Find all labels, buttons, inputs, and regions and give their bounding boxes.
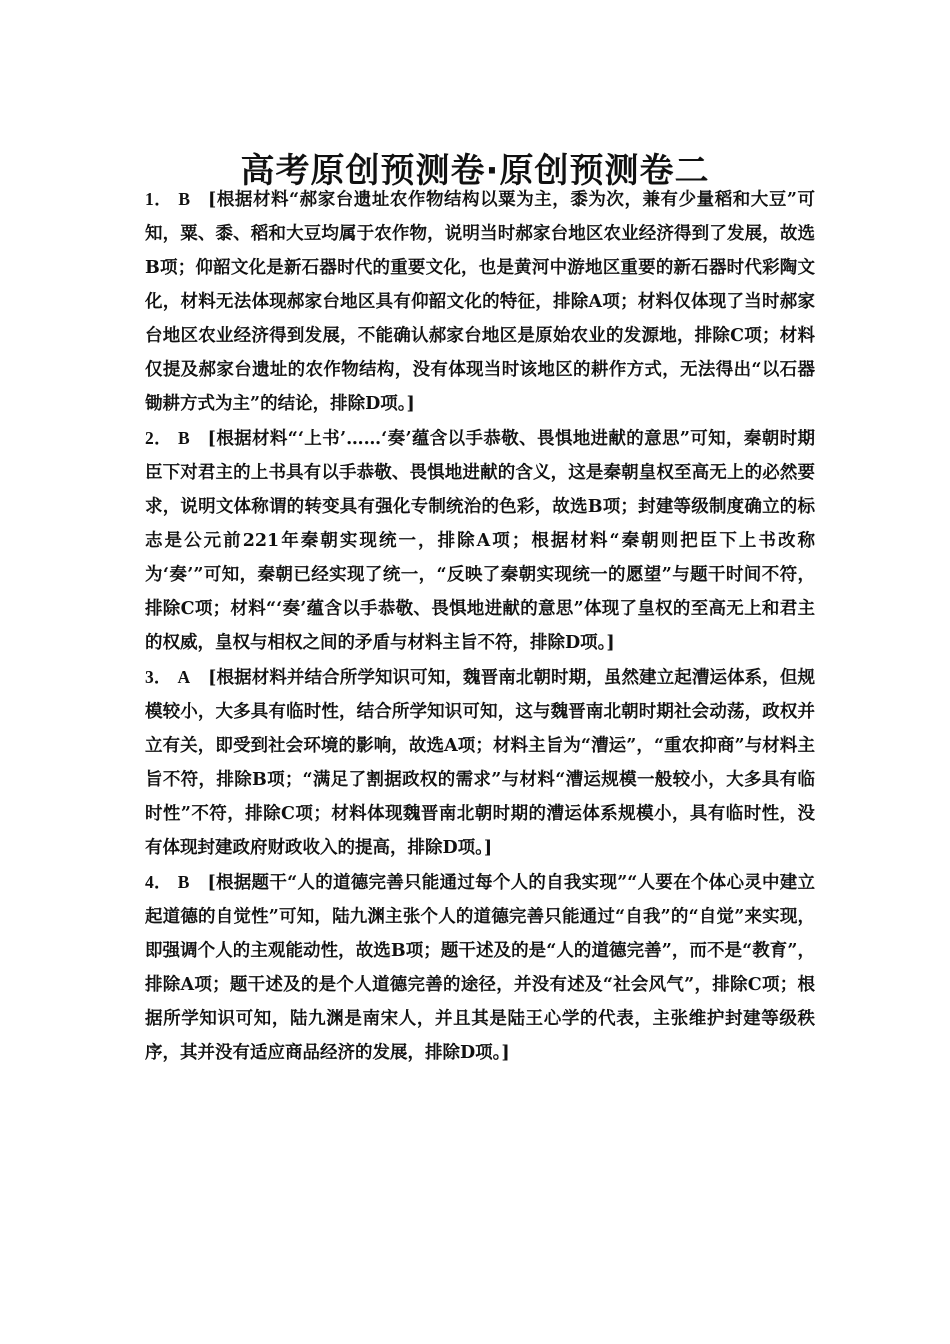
answer-item-3: [145, 660, 815, 865]
answer-item-1: [145, 182, 815, 421]
answer-item-4: [145, 865, 815, 1070]
answer-choice: B: [177, 872, 190, 892]
answer-item-2: [145, 421, 815, 660]
answer-choice: A: [177, 667, 191, 687]
answer-number: 2．: [145, 428, 172, 448]
answer-explanation: [根据材料“郝家台遗址农作物结构以粟为主，黍为次，兼有少量稻和大豆”可知，粟、黍、稻和大豆均属于农作物，说明当时郝家台地区农业经济得到了发展，故选B项；仰韶文化是新石器时代的重要文化，也是黄河中游地区重要的新石器时代彩陶文化，材料无法体现郝家台地区具有仰韶文化的特征，排除A项；材料仅体现了当时郝家台地区农业经济得到发展，不能确认郝家台地区是原始农业的发源地，排除C项；材料仅提及郝家台遗址的农作物结构，没有体现当时该地区的耕作方式，无法得出“以石器锄耕方式为主”的结论，排除D项。]: [145, 190, 815, 414]
answer-explanation: [根据题干“人的道德完善只能通过每个人的自我实现”“人要在个体心灵中建立起道德的自觉性”可知，陆九渊主张个人的道德完善只能通过“自我”的“自觉”来实现，即强调个人的主观能动性，故选B项；题干述及的是“人的道德完善”，而不是“教育”，排除A项；题干述及的是个人道德完善的途径，并没有述及“社会风气”，排除C项；根据所学知识可知，陆九渊是南宋人，并且其是陆王心学的代表，主张维护封建等级秩序，其并没有适应商品经济的发展，排除D项。]: [145, 873, 816, 1063]
answer-explanation: [根据材料“‘上书’……‘奏’蕴含以手恭敬、畏惧地进献的意思”可知，秦朝时期臣下对君主的上书具有以手恭敬、畏惧地进献的含义，这是秦朝皇权至高无上的必然要求，说明文体称谓的转变具有强化专制统治的色彩，故选B项；封建等级制度确立的标志是公元前221年秦朝实现统一，排除A项；根据材料“秦朝则把臣下上书改称为‘奏’”可知，秦朝已经实现了统一，“反映了秦朝实现统一的愿望”与题干时间不符，排除C项；材料“‘奏’蕴含以手恭敬、畏惧地进献的意思”体现了皇权的至高无上和君主的权威，皇权与相权之间的矛盾与材料主旨不符，排除D项。]: [145, 429, 816, 653]
answer-choice: B: [178, 189, 191, 209]
answer-choice: B: [177, 428, 190, 448]
answer-explanation: [根据材料并结合所学知识可知，魏晋南北朝时期，虽然建立起漕运体系，但规模较小，大多具有临时性，结合所学知识可知，这与魏晋南北朝时期社会动荡，政权并立有关，即受到社会环境的影响，故选A项；材料主旨为“漕运”，“重农抑商”与材料主旨不符，排除B项；“满足了割据政权的需求”与材料“漕运规模一般较小，大多具有临时性”不符，排除C项；材料体现魏晋南北朝时期的漕运体系规模小，具有临时性，没有体现封建政府财政收入的提高，排除D项。]: [145, 668, 816, 858]
answer-list: [145, 182, 815, 1070]
page-title: 高考原创预测卷·原创预测卷二: [240, 150, 710, 191]
answer-number: 1．: [145, 189, 173, 209]
answer-number: 4．: [145, 872, 172, 892]
answer-number: 3．: [145, 667, 172, 687]
